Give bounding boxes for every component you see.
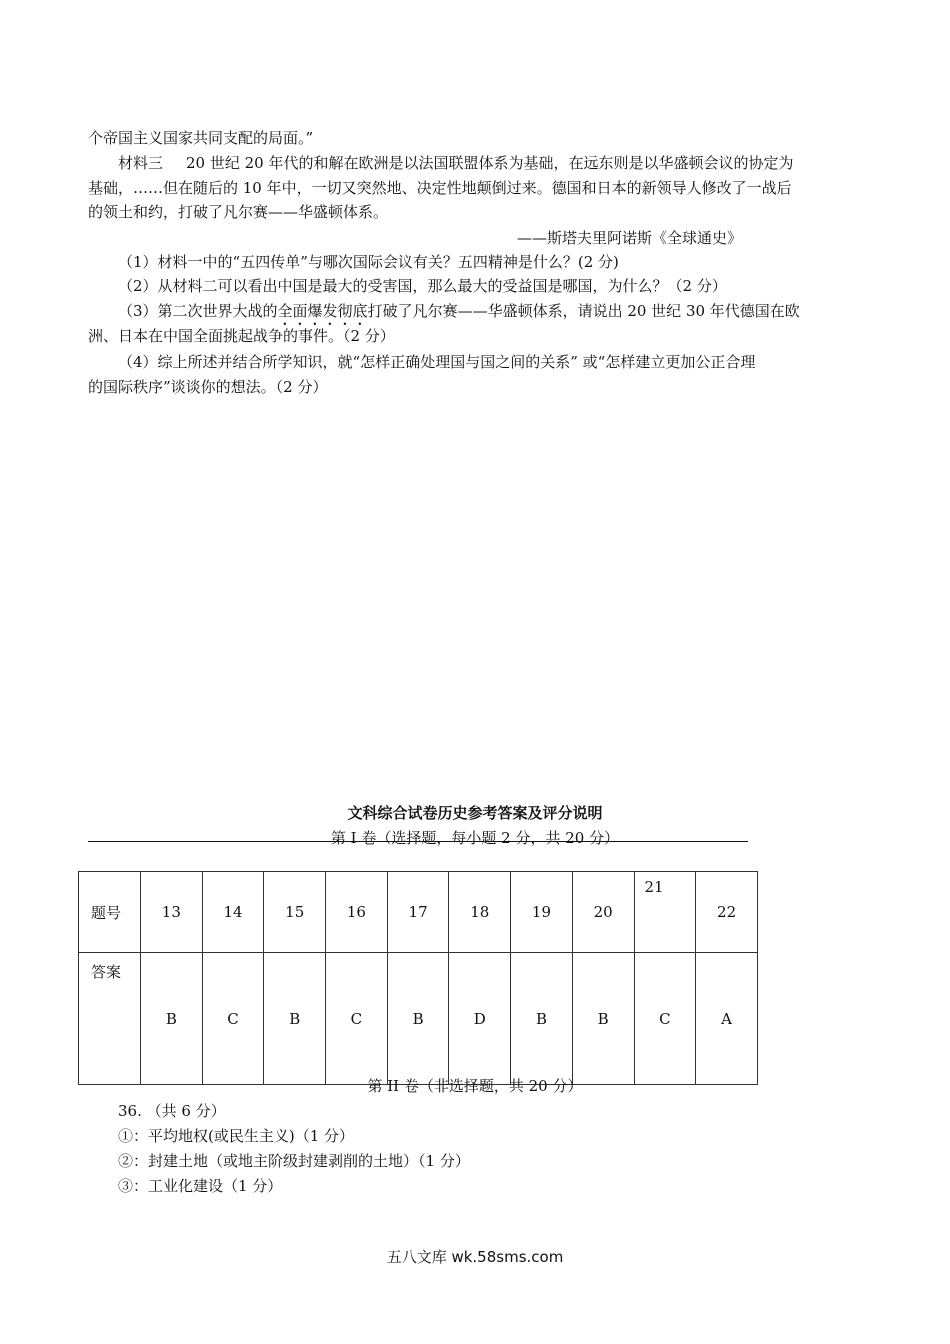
- answer-table: [78, 871, 758, 1085]
- answer-item: ②：封建土地（或地主阶级封建剥削的土地）（1 分）: [118, 1152, 470, 1170]
- question-4-line-2: 的国际秩序”谈谈你的想法。（2 分）: [88, 378, 328, 396]
- material-source: ——斯塔夫里阿诺斯《全球通史》: [517, 229, 743, 247]
- question-number: 21: [634, 872, 696, 953]
- question-3-post: 打破了凡尔赛——华盛顿体系，请说出 20 世纪 30 年代德国在欧: [367, 302, 800, 320]
- answer-cell: B: [387, 953, 449, 1085]
- question-number: 22: [696, 872, 758, 953]
- answer-cell: B: [141, 953, 203, 1085]
- material-three-line: 20 世纪 20 年代的和解在欧洲是以法国联盟体系为基础，在远东则是以华盛顿会议的协定为: [186, 154, 794, 172]
- answer-cell: B: [572, 953, 634, 1085]
- answer-item: ①：平均地权(或民生主义)（1 分）: [118, 1127, 355, 1145]
- answer-cell: D: [449, 953, 511, 1085]
- question-3-pre: （3）第二次世界大战的: [118, 302, 278, 320]
- question-number: 20: [572, 872, 634, 953]
- question-36-heading: 36. （共 6 分）: [118, 1102, 226, 1120]
- answer-cell: C: [634, 953, 696, 1085]
- row-label-answer: 答案: [79, 953, 141, 1085]
- question-number: 17: [387, 872, 449, 953]
- row-label-number: 题号: [79, 872, 141, 953]
- question-number: 13: [141, 872, 203, 953]
- material-three-line: 基础，……但在随后的 10 年中，一切又突然地、决定性地颠倒过来。德国和日本的新领导人修改了一战后: [88, 179, 792, 197]
- answer-cell: C: [202, 953, 264, 1085]
- part-1-title: 第 I 卷（选择题，每小题 2 分，共 20 分）: [330, 829, 620, 847]
- material-line: 个帝国主义国家共同支配的局面。”: [88, 129, 314, 147]
- table-row-answers: [79, 953, 758, 1085]
- question-4: （4）综上所述并结合所学知识，就“怎样正确处理国与国之间的关系” 或“怎样建立更加公正合理: [118, 353, 756, 371]
- footer-watermark: 五八文库 wk.58sms.com: [386, 1248, 564, 1266]
- table-row-numbers: [79, 872, 758, 953]
- part-2-title: 第 II 卷（非选择题，共 20 分）: [367, 1077, 583, 1095]
- answer-cell: B: [511, 953, 573, 1085]
- answer-cell: B: [264, 953, 326, 1085]
- question-number: 14: [202, 872, 264, 953]
- question-1: （1）材料一中的“五四传单”与哪次国际会议有关？五四精神是什么？(2 分): [118, 253, 619, 271]
- answer-item: ③：工业化建设（1 分）: [118, 1177, 283, 1195]
- answer-key-title: 文科综合试卷历史参考答案及评分说明: [347, 804, 603, 822]
- question-3-line-2: 洲、日本在中国全面挑起战争的事件。（2 分）: [88, 327, 395, 345]
- material-three-line: 的领土和约，打破了凡尔赛——华盛顿体系。: [88, 203, 389, 221]
- question-3-emphasis: 全面爆发彻底: [277, 302, 368, 320]
- question-number: 16: [326, 872, 388, 953]
- question-number: 15: [264, 872, 326, 953]
- material-three-label: 材料三: [118, 154, 164, 172]
- answer-cell: C: [326, 953, 388, 1085]
- question-number: 18: [449, 872, 511, 953]
- question-2: （2）从材料二可以看出中国是最大的受害国，那么最大的受益国是哪国，为什么？（2 分）: [118, 277, 727, 295]
- answer-cell: A: [696, 953, 758, 1085]
- title-rule: [88, 841, 748, 842]
- question-number: 19: [511, 872, 573, 953]
